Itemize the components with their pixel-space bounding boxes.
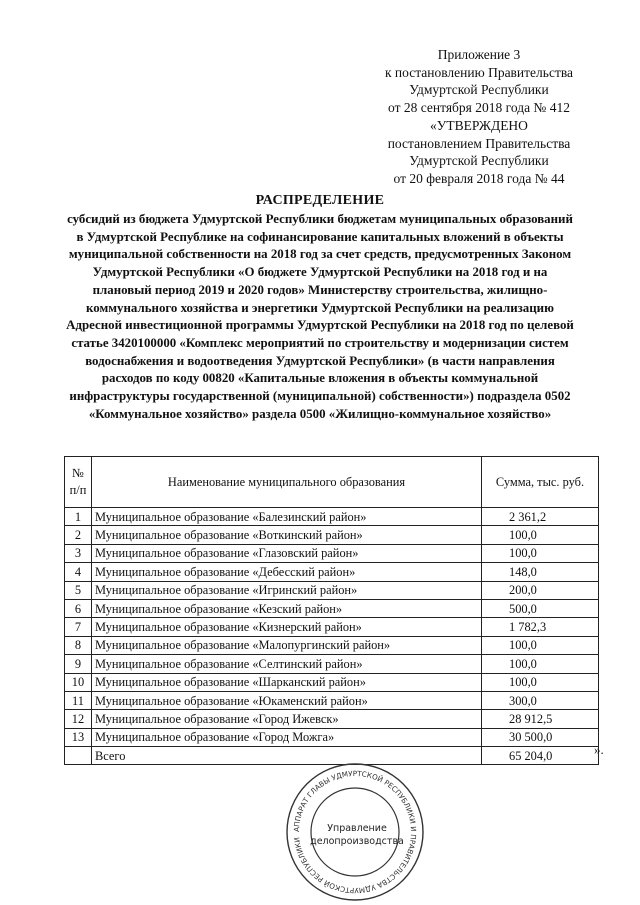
- table-row: [65, 655, 599, 673]
- approval-line: от 20 февраля 2018 года № 44: [393, 170, 565, 186]
- row-name: Муниципальное образование «Город Ижевск»: [92, 710, 482, 728]
- row-num: 10: [65, 673, 92, 691]
- table-header-row: [65, 457, 599, 508]
- row-sum: 100,0: [482, 526, 599, 544]
- table-row: [65, 581, 599, 599]
- row-num: 4: [65, 563, 92, 581]
- header-sum: Сумма, тыс. руб.: [482, 457, 599, 508]
- appendix-line: Приложение 3: [437, 47, 521, 62]
- row-num: 13: [65, 728, 92, 746]
- table-row: [65, 599, 599, 617]
- official-stamp: [280, 760, 430, 905]
- row-name: Муниципальное образование «Глазовский район»: [92, 544, 482, 562]
- table-row: [65, 526, 599, 544]
- closing-quote-mark: ».: [594, 742, 604, 757]
- row-sum: 148,0: [482, 563, 599, 581]
- total-sum: 65 204,0: [482, 747, 599, 765]
- header-name: Наименование муниципального образования: [92, 457, 482, 508]
- row-name: Муниципальное образование «Шарканский район»: [92, 673, 482, 691]
- row-sum: 1 782,3: [482, 618, 599, 636]
- row-num: 7: [65, 618, 92, 636]
- table-row: [65, 618, 599, 636]
- document-title: РАСПРЕДЕЛЕНИЕ: [255, 193, 385, 208]
- subtitle-line: муниципальной собственности на 2018 год за счет средств, предусмотренных Законом: [68, 247, 572, 262]
- row-name: Муниципальное образование «Малопургинский район»: [92, 636, 482, 654]
- header-num-line2: п/п: [69, 483, 87, 497]
- row-sum: 500,0: [482, 599, 599, 617]
- row-num: 6: [65, 599, 92, 617]
- row-num: 8: [65, 636, 92, 654]
- subtitle-line: в Удмуртской Республике на софинансирование капитальных вложений в объекты: [76, 229, 564, 244]
- table-row: [65, 710, 599, 728]
- table-row: [65, 563, 599, 581]
- row-sum: 100,0: [482, 655, 599, 673]
- row-sum: 100,0: [482, 673, 599, 691]
- row-sum: 30 500,0: [482, 728, 599, 746]
- stamp-inner-line2: делопроизводства: [310, 836, 404, 847]
- row-name: Муниципальное образование «Балезинский район»: [92, 508, 482, 526]
- subtitle-line: коммунального хозяйства и энергетики Удмуртской Республики на реализацию: [86, 300, 554, 315]
- row-name: Муниципальное образование «Дебесский район»: [92, 563, 482, 581]
- approval-line: «УТВЕРЖДЕНО: [430, 118, 528, 133]
- table-row: [65, 728, 599, 746]
- row-num: 12: [65, 710, 92, 728]
- row-num: 5: [65, 581, 92, 599]
- row-sum: 2 361,2: [482, 508, 599, 526]
- approval-line: постановлением Правительства: [387, 135, 571, 151]
- table-row: [65, 636, 599, 654]
- row-num: 9: [65, 655, 92, 673]
- subtitle-line: плановый период 2019 и 2020 годов» Министерству строительства, жилищно-: [92, 282, 548, 297]
- stamp-ring-text: АППАРАТ ГЛАВЫ УДМУРТСКОЙ РЕСПУБЛИКИ И ПРАВИТЕЛЬСТВА УДМУРТСКОЙ РЕСПУБЛИКИ: [291, 768, 419, 896]
- total-num: [65, 747, 92, 765]
- row-num: 11: [65, 691, 92, 709]
- row-name: Муниципальное образование «Юкаменский район»: [92, 691, 482, 709]
- table-row: [65, 691, 599, 709]
- subtitle-line: субсидий из бюджета Удмуртской Республики бюджетам муниципальных образований: [67, 212, 573, 226]
- appendix-line: к постановлению Правительства: [384, 64, 574, 80]
- table-row: [65, 673, 599, 691]
- subtitle-line: «Коммунальное хозяйство» раздела 0500 «Жилищно-коммунальное хозяйство»: [88, 406, 552, 421]
- row-num: 1: [65, 508, 92, 526]
- subtitle-line: статье 3420100000 «Комплекс мероприятий по строительству и модернизации систем: [71, 335, 569, 350]
- row-num: 2: [65, 526, 92, 544]
- appendix-line: Удмуртской Республики: [409, 82, 549, 97]
- row-num: 3: [65, 544, 92, 562]
- appendix-line: от 28 сентября 2018 года № 412: [388, 99, 570, 115]
- approval-line: Удмуртской Республики: [409, 153, 549, 168]
- subtitle-line: Удмуртской Республики «О бюджете Удмуртской Республики на 2018 год и на: [92, 265, 548, 280]
- subtitle-line: водоснабжения и водоотведения Удмуртской Республики» (в части направления: [85, 353, 555, 368]
- row-name: Муниципальное образование «Селтинский район»: [92, 655, 482, 673]
- total-label: Всего: [92, 747, 482, 765]
- distribution-table: [64, 456, 599, 765]
- row-sum: 28 912,5: [482, 710, 599, 728]
- subtitle-line: инфраструктуры государственной (муниципальной) собственности») подраздела 0502: [69, 389, 571, 404]
- table-row: [65, 508, 599, 526]
- row-name: Муниципальное образование «Кезский район»: [92, 599, 482, 617]
- header-num: [65, 457, 92, 508]
- row-name: Муниципальное образование «Город Можга»: [92, 728, 482, 746]
- header-num-line1: №: [72, 466, 84, 480]
- row-name: Муниципальное образование «Кизнерский район»: [92, 618, 482, 636]
- document-subtitle: [40, 211, 600, 423]
- row-sum: 100,0: [482, 544, 599, 562]
- appendix-header: [352, 46, 606, 116]
- row-sum: 300,0: [482, 691, 599, 709]
- subtitle-line: расходов по коду 00820 «Капитальные вложения в объекты коммунальной: [101, 371, 539, 386]
- row-name: Муниципальное образование «Игринский район»: [92, 581, 482, 599]
- table-row: [65, 544, 599, 562]
- stamp-inner-line1: Управление: [327, 823, 387, 834]
- row-sum: 200,0: [482, 581, 599, 599]
- approval-header: [352, 117, 606, 187]
- row-name: Муниципальное образование «Воткинский район»: [92, 526, 482, 544]
- subtitle-line: Адресной инвестиционной программы Удмуртской Республики на 2018 год по целевой: [66, 318, 574, 333]
- row-sum: 100,0: [482, 636, 599, 654]
